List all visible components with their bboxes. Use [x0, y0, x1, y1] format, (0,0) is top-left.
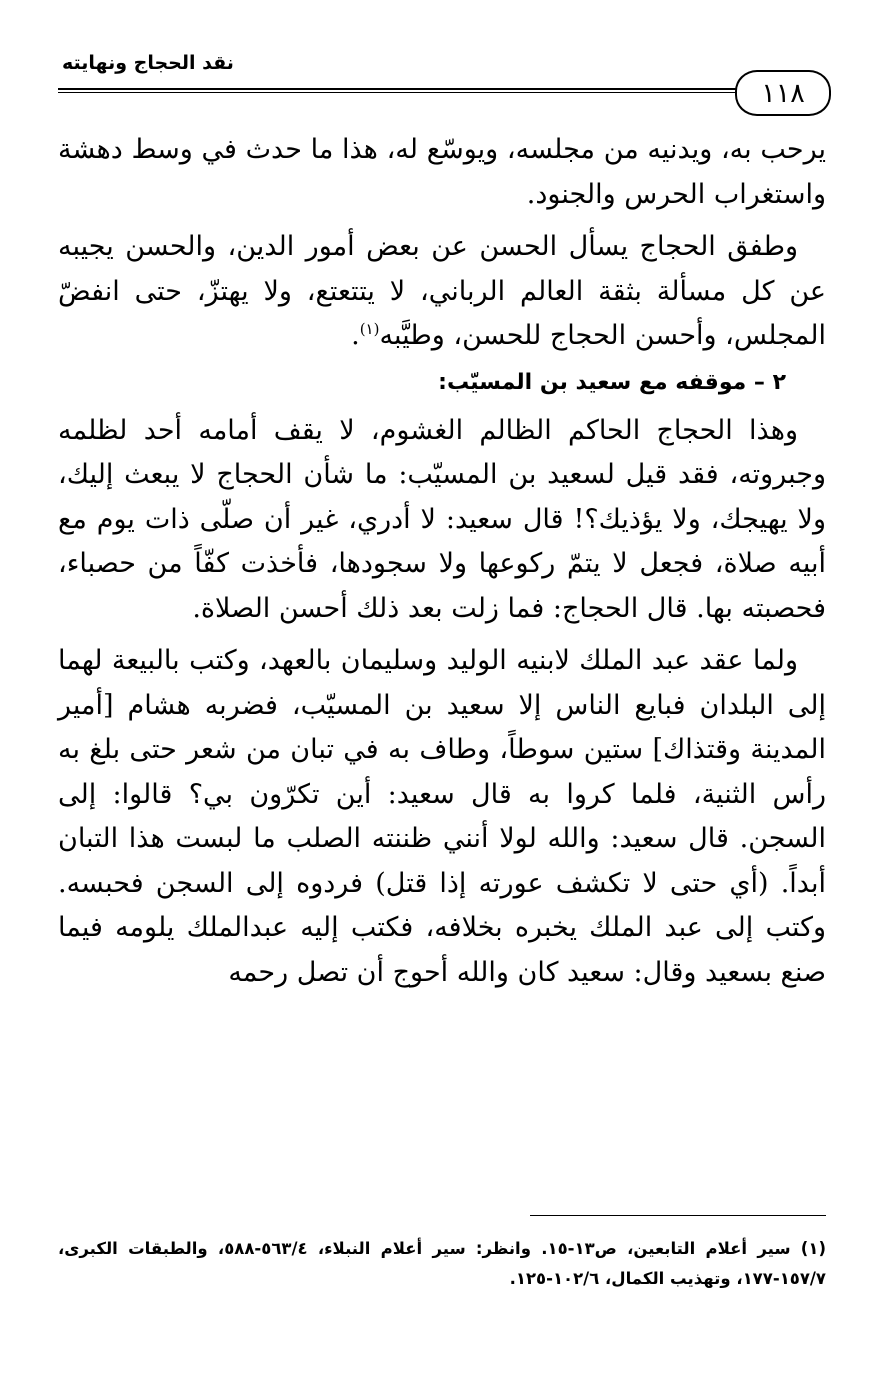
paragraph-2-end: .	[351, 320, 360, 351]
section-heading: ٢ – موقفه مع سعيد بن المسيّب:	[438, 369, 786, 395]
main-text	[58, 128, 826, 995]
header-rule	[58, 88, 738, 93]
paragraph-1: يرحب به، ويدنيه من مجلسه، ويوسّع له، هذا ما حدث في وسط دهشة واستغراب الحرس والجنود.	[58, 134, 826, 210]
running-header-title: نقد الحجاج ونهايته	[62, 52, 234, 74]
footnote-separator	[530, 1215, 826, 1216]
page-number: ١١٨	[735, 70, 831, 116]
paragraph-3: وهذا الحجاج الحاكم الظالم الغشوم، لا يقف أمامه أحد لظلمه وجبروته، فقد قيل لسعيد بن المسيّب: ما شأن الحجاج لا يبعث إليك، ولا يهيجك، ولا يؤذيك؟! قال سعيد: لا أدري، غير أن صلّى ذات يوم مع أبيه صلاة، فجعل لا يتمّ ركوعها ولا سجودها، فأخذت كفّاً من حصباء، فحصبته بها. قال الحجاج: فما زلت بعد ذلك أحسن الصلاة.	[58, 414, 826, 624]
paragraph-2-text: وطفق الحجاج يسأل الحسن عن بعض أمور الدين، والحسن يجيبه عن كل مسألة بثقة العالم الرباني، لا يتتعتع، ولا يهتزّ، حتى انفضّ المجلس، وأحسن الحجاج للحسن، وطيَّبه	[58, 231, 826, 351]
paragraph-4: ولما عقد عبد الملك لابنيه الوليد وسليمان بالعهد، وكتب بالبيعة لهما إلى البلدان فبايع الناس إلا سعيد بن المسيّب، فضربه هشام [أمير المدينة وقتذاك] ستين سوطاً، وطاف به في تبان من شعر حتى بلغ به رأس الثنية، فلما كروا به قال سعيد: أين تكرّون بي؟ قالوا: إلى السجن. قال سعيد: والله لولا أنني ظننته الصلب ما لبست هذا التبان أبداً. (أي حتى لا تكشف عورته إذا قتل) فردوه إلى السجن فحبسه. وكتب إلى عبد الملك يخبره بخلافه، فكتب إليه عبدالملك يلومه فيما صنع بسعيد وقال: سعيد كان والله أحوج أن تصل رحمه	[58, 645, 826, 988]
footnote-1: (١) سير أعلام التابعين، ص١٣-١٥. وانظر: سير أعلام النبلاء، ٥٦٣/٤-٥٨٨، والطبقات الكبرى، ١٥٧/٧-١٧٧، وتهذيب الكمال، ١٠٢/٦-١٢٥.	[58, 1239, 826, 1288]
footnote-ref-1[interactable]: (١)	[359, 320, 380, 338]
paragraph-2	[58, 225, 826, 359]
